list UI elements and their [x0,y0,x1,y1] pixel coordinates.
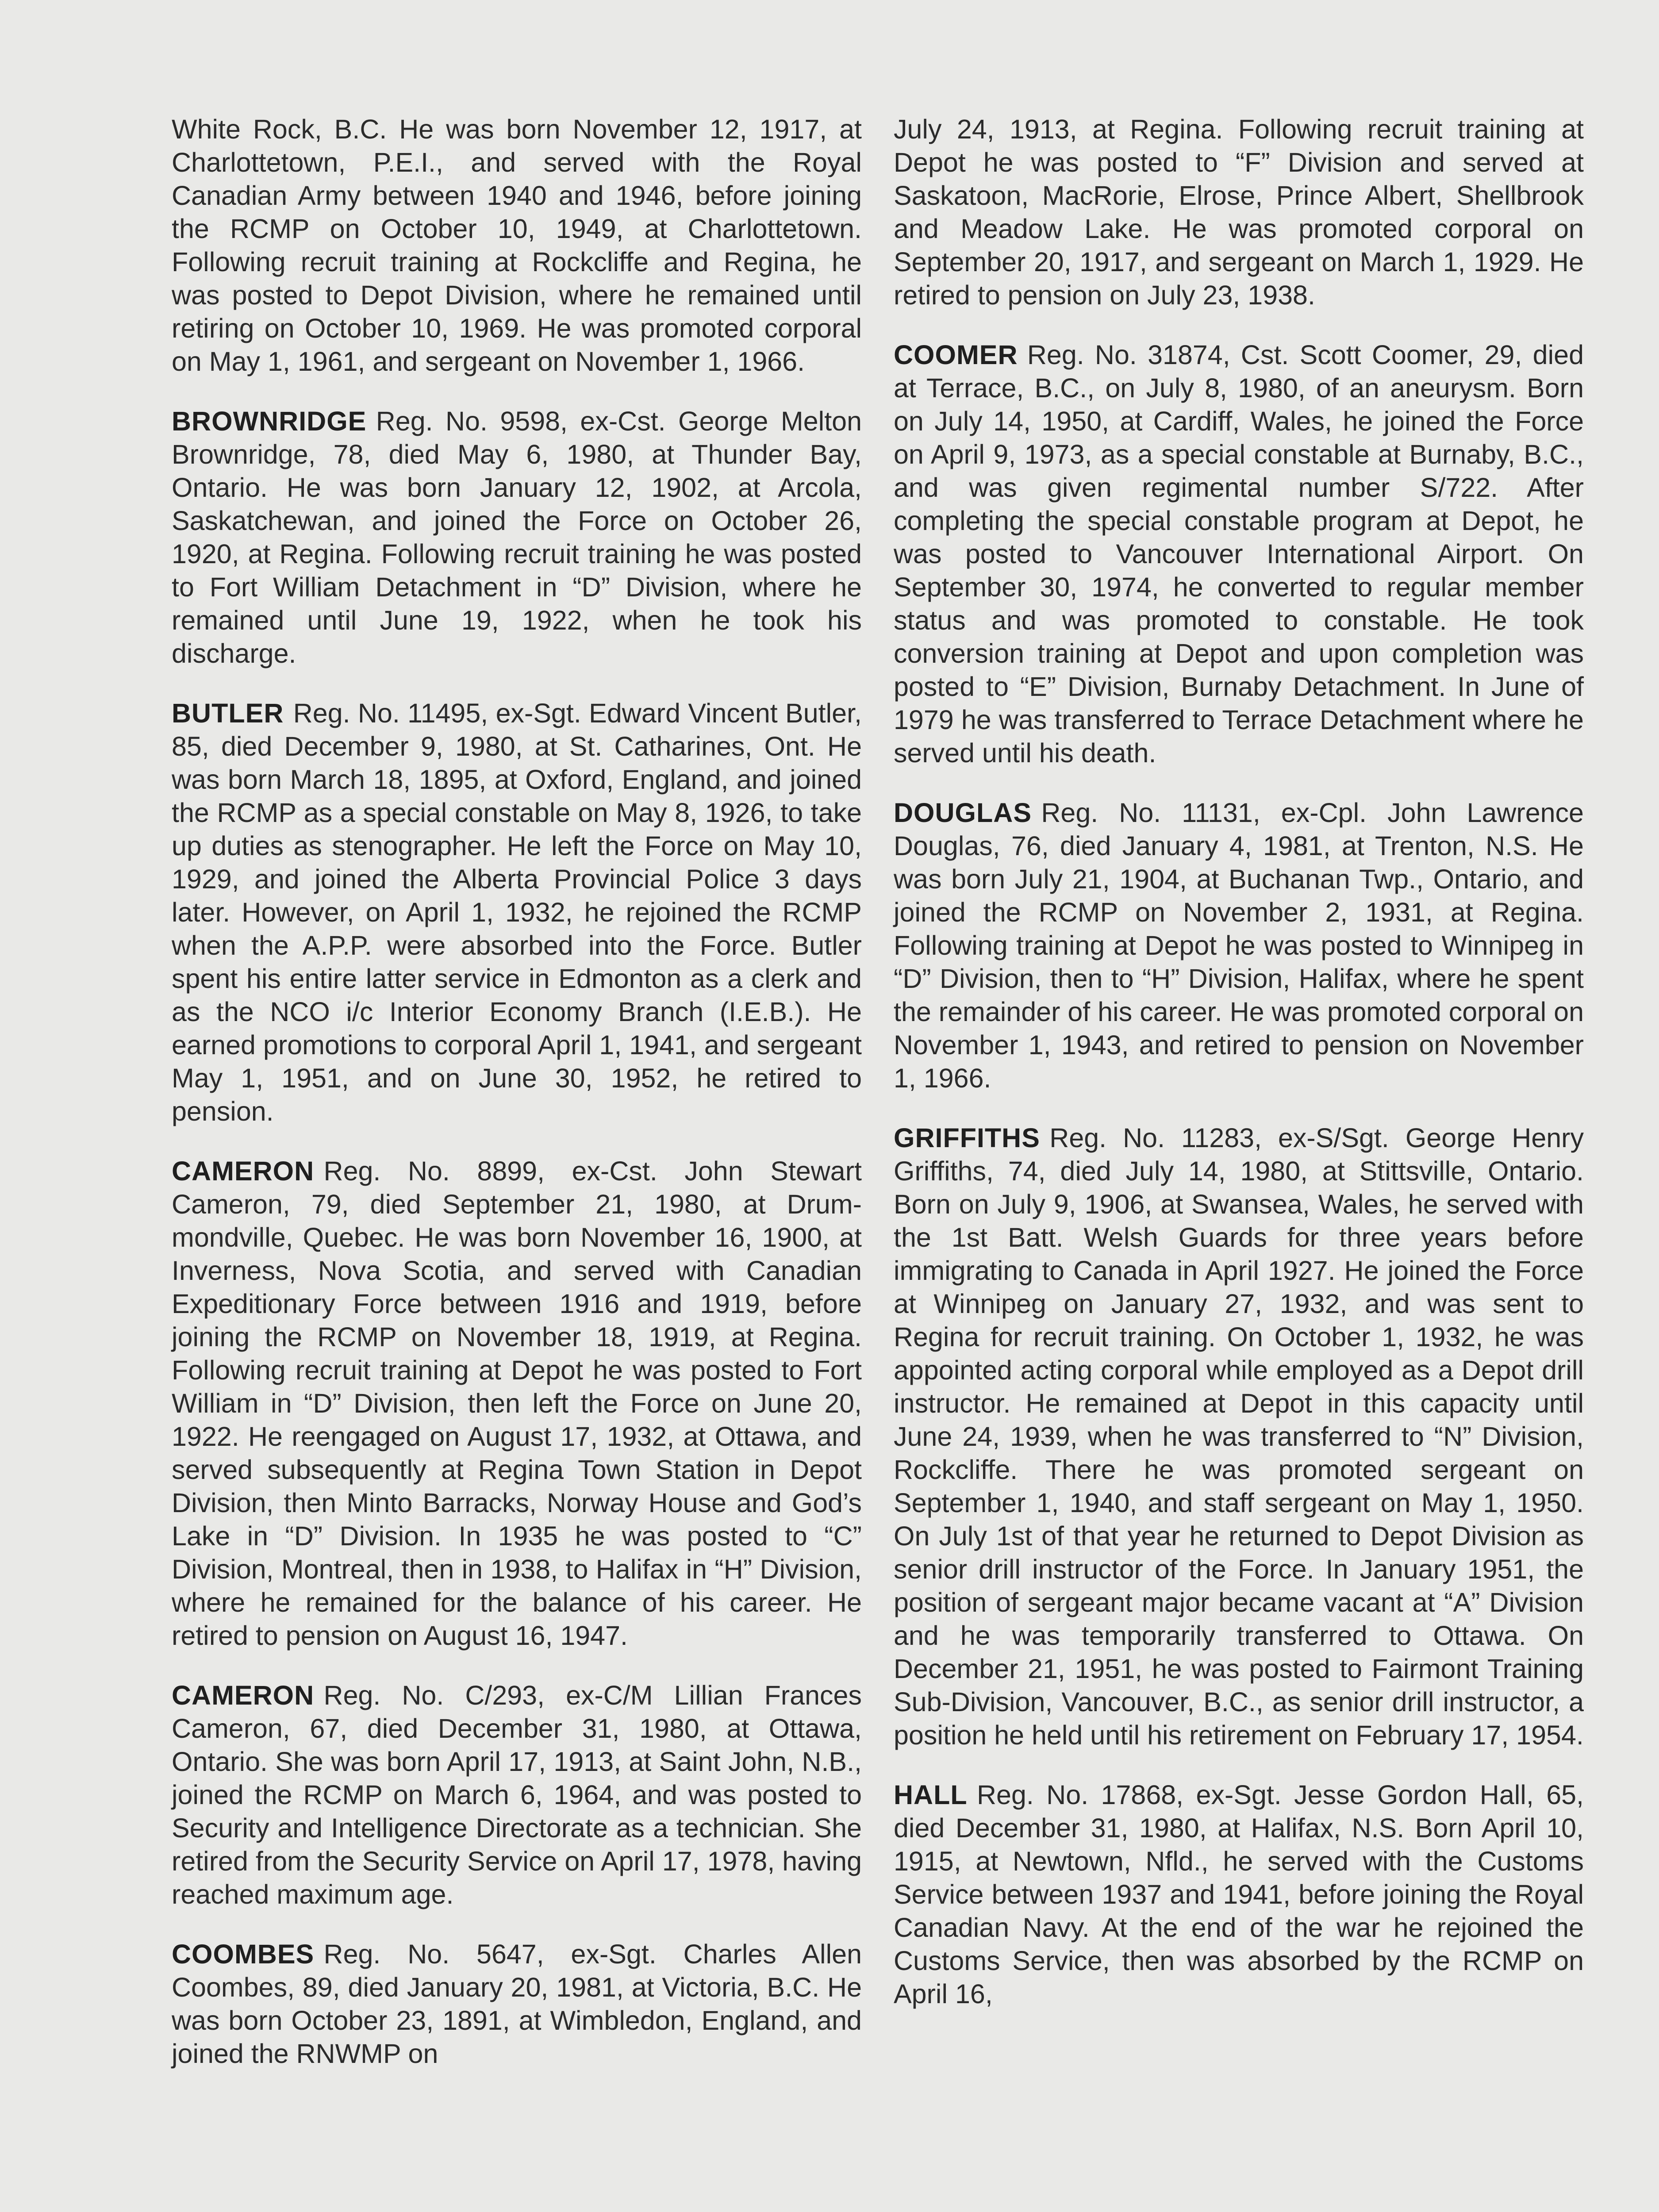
right-column [894,113,1584,2037]
obituary-surname: GRIFFITHS [894,1123,1040,1153]
obituary-entry [894,338,1584,770]
obituary-surname: CAMERON [172,1156,315,1186]
obituary-text: Reg. No. 11131, ex-Cpl. John Lawrence Douglas, 76, died January 4, 1981, at Trenton, N.S. He was born July 21, 1904, at Buchanan Twp., Ontario, and joined the RCMP on November 2, 1931, at Regina. Following training at Depot he was posted to Winnipeg in “D” Division, then to “H” Division, Halifax, where he spent the remainder of his career. He was promoted corporal on November 1, 1943, and retired to pension on November 1, 1966. [894,798,1584,1093]
obituary-entry [172,405,862,670]
obituary-text: Reg. No. 9598, ex-Cst. George Melton Brownridge, 78, died May 6, 1980, at Thunder Bay, Ontario. He was born January 12, 1902, at Arcola, Saskatchewan, and joined the Force on October 26, 1920, at Regina. Following recruit training he was posted to Fort William Detachment in “D” Division, where he remained until June 19, 1922, when he took his discharge. [172,406,862,668]
obituary-surname: DOUGLAS [894,798,1032,828]
obituary-entry [172,1938,862,2070]
obituary-entry [894,1121,1584,1752]
obituary-entry [894,1778,1584,2011]
obituary-text: Reg. No. C/293, ex-C/M Lillian Frances Cameron, 67, died December 31, 1980, at Ottawa, Ontario. She was born April 17, 1913, at Saint John, N.B., joined the RCMP on March 6, 1964, and was posted to Security and Intelligence Directorate as a technician. She retired from the Security Service on April 17, 1978, having reached maximum age. [172,1680,862,1909]
obituary-surname: HALL [894,1780,968,1810]
obituary-surname: BROWNRIDGE [172,406,367,436]
obituary-surname: CAMERON [172,1680,315,1710]
obituary-entry [172,1679,862,1911]
obituary-text: Reg. No. 8899, ex-Cst. John Stewart Cameron, 79, died September 21, 1980, at Drummondville, Quebec. He was born November 16, 1900, at Inverness, Nova Scotia, and served with Canadian Expeditionary Force between 1916 and 1919, before joining the RCMP on November 18, 1919, at Regina. Following recruit training at Depot he was posted to Fort William in “D” Division, then left the Force on June 20, 1922. He reengaged on August 17, 1932, at Ottawa, and served subsequently at Regina Town Station in Depot Division, then Minto Barracks, Norway House and God’s Lake in “D” Division. In 1935 he was posted to “C” Division, Montreal, then in 1938, to Halifax in “H” Division, where he remained for the balance of his career. He retired to pension on August 16, 1947. [172,1156,862,1651]
obituary-text: Reg. No. 11283, ex-S/Sgt. George Henry Griffiths, 74, died July 14, 1980, at Stittsville, Ontario. Born on July 9, 1906, at Swansea, Wales, he served with the 1st Batt. Welsh Guards for three years before immigrating to Canada in April 1927. He joined the Force at Winnipeg on January 27, 1932, and was sent to Regina for recruit training. On October 1, 1932, he was appointed acting corporal while employed as a Depot drill instructor. He remained at Depot in this capacity until June 24, 1939, when he was transferred to “N” Division, Rockcliffe. There he was promoted sergeant on September 1, 1940, and staff sergeant on May 1, 1950. On July 1st of that year he returned to Depot Division as senior drill instructor of the Force. In January 1951, the position of sergeant major became vacant at “A” Division and he was temporarily transferred to Ottawa. On December 21, 1951, he was posted to Fairmont Training Sub-Division, Vancouver, B.C., as senior drill instructor, a position he held until his retirement on February 17, 1954. [894,1123,1584,1750]
obituary-surname: COOMBES [172,1939,315,1969]
obituary-text: Reg. No. 5647, ex-Sgt. Charles Allen Coombes, 89, died January 20, 1981, at Victoria, B.C. He was born October 23, 1891, at Wimbledon, England, and joined the RNWMP on [172,1939,862,2069]
intro-paragraph: White Rock, B.C. He was born November 12, 1917, at Charlottetown, P.E.I., and served with the Royal Canadian Army between 1940 and 1946, before joining the RCMP on October 10, 1949, at Charlottetown. Following recruit training at Rockcliffe and Regina, he was posted to Depot Division, where he remained until retiring on October 10, 1969. He was promoted corporal on May 1, 1961, and sergeant on November 1, 1966. [172,114,862,376]
obituary-entry [172,1155,862,1652]
left-column [172,113,862,2097]
obituary-surname: BUTLER [172,698,284,728]
obituary-surname: COOMER [894,340,1018,370]
obituary-text: Reg. No. 31874, Cst. Scott Coomer, 29, died at Terrace, B.C., on July 8, 1980, of an aneurysm. Born on July 14, 1950, at Cardiff, Wales, he joined the Force on April 9, 1973, as a special constable at Burnaby, B.C., and was given regimental number S/722. After completing the special constable program at Depot, he was posted to Vancouver International Airport. On September 30, 1974, he converted to regular member status and was promoted to constable. He took conversion training at Depot and upon completion was posted to “E” Division, Burnaby Detachment. In June of 1979 he was transferred to Terrace Detachment where he served until his death. [894,340,1584,768]
obituary-entry [894,796,1584,1095]
right-column-intro [894,113,1584,312]
left-column-intro [172,113,862,378]
intro-paragraph: July 24, 1913, at Regina. Following recruit training at Depot he was posted to “F” Division and served at Saskatoon, MacRorie, Elrose, Prince Albert, Shellbrook and Meadow Lake. He was promoted corporal on September 20, 1917, and sergeant on March 1, 1929. He retired to pension on July 23, 1938. [894,114,1584,310]
obituary-text: Reg. No. 11495, ex-Sgt. Edward Vincent Butler, 85, died December 9, 1980, at St. Catharines, Ont. He was born March 18, 1895, at Oxford, England, and joined the RCMP as a special constable on May 8, 1926, to take up duties as stenographer. He left the Force on May 10, 1929, and joined the Alberta Provincial Police 3 days later. However, on April 1, 1932, he rejoined the RCMP when the A.P.P. were absorbed into the Force. Butler spent his entire latter service in Edmonton as a clerk and as the NCO i/c Interior Economy Branch (I.E.B.). He earned promotions to corporal April 1, 1941, and sergeant May 1, 1951, and on June 30, 1952, he retired to pension. [172,698,862,1126]
obituary-text: Reg. No. 17868, ex-Sgt. Jesse Gordon Hall, 65, died December 31, 1980, at Halifax, N.S. Born April 10, 1915, at Newtown, Nfld., he served with the Customs Service between 1937 and 1941, before joining the Royal Canadian Navy. At the end of the war he rejoined the Customs Service, then was absorbed by the RCMP on April 16, [894,1780,1584,2009]
obituary-entry [172,697,862,1128]
